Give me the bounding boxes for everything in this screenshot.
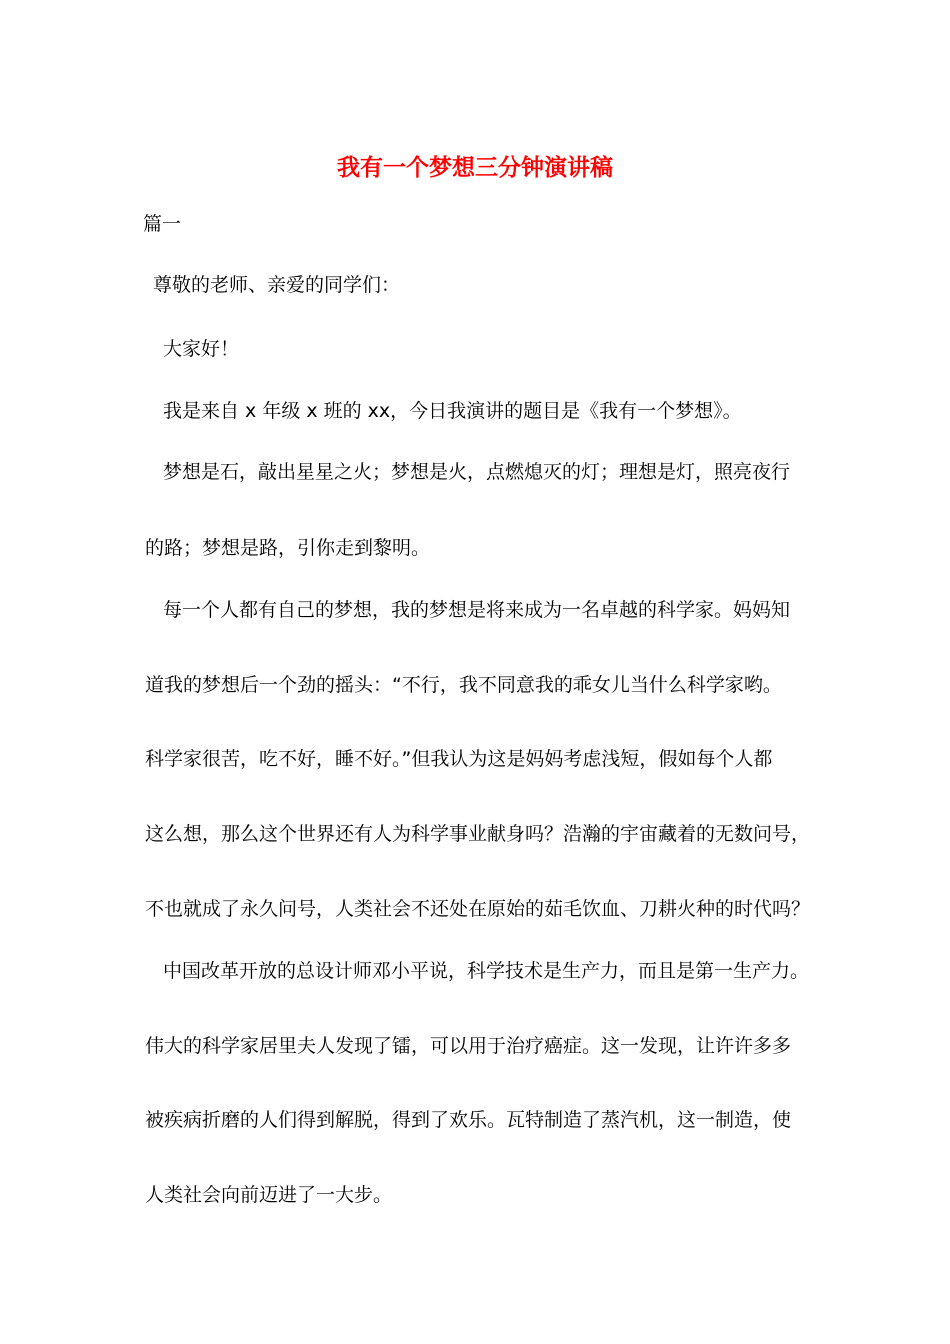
paragraph-line: 人类社会向前迈进了一大步。 xyxy=(145,1184,393,1206)
paragraph-line: 梦想是石，敲出星星之火；梦想是火，点燃熄灭的灯；理想是灯，照亮夜行 xyxy=(163,461,791,483)
paragraph-line: 被疾病折磨的人们得到解脱，得到了欢乐。瓦特制造了蒸汽机，这一制造，使 xyxy=(145,1109,792,1131)
section-heading: 篇一 xyxy=(143,213,182,235)
paragraph-line: 我是来自 x 年级 x 班的 xx，今日我演讲的题目是《我有一个梦想》。 xyxy=(163,400,742,422)
paragraph-line: 科学家很苦，吃不好，睡不好。”但我认为这是妈妈考虑浅短，假如每个人都 xyxy=(145,748,773,770)
paragraph-line: 伟大的科学家居里夫人发现了镭，可以用于治疗癌症。这一发现，让许许多多 xyxy=(145,1035,792,1057)
paragraph-line: 不也就成了永久问号，人类社会不还处在原始的茹毛饮血、刀耕火种的时代吗？ xyxy=(145,898,811,920)
salutation: 尊敬的老师、亲爱的同学们： xyxy=(153,274,401,296)
paragraph-line: 每一个人都有自己的梦想，我的梦想是将来成为一名卓越的科学家。妈妈知 xyxy=(163,599,791,621)
paragraph-line: 中国改革开放的总设计师邓小平说，科学技术是生产力，而且是第一生产力。 xyxy=(163,960,810,982)
document-title: 我有一个梦想三分钟演讲稿 xyxy=(337,154,613,181)
paragraph-line: 的路；梦想是路，引你走到黎明。 xyxy=(145,537,431,559)
paragraph-line: 道我的梦想后一个劲的摇头：“不行，我不同意我的乖女儿当什么科学家哟。 xyxy=(145,674,782,696)
greeting: 大家好！ xyxy=(163,338,240,360)
paragraph-line: 这么想，那么这个世界还有人为科学事业献身吗？浩瀚的宇宙藏着的无数问号， xyxy=(145,823,811,845)
